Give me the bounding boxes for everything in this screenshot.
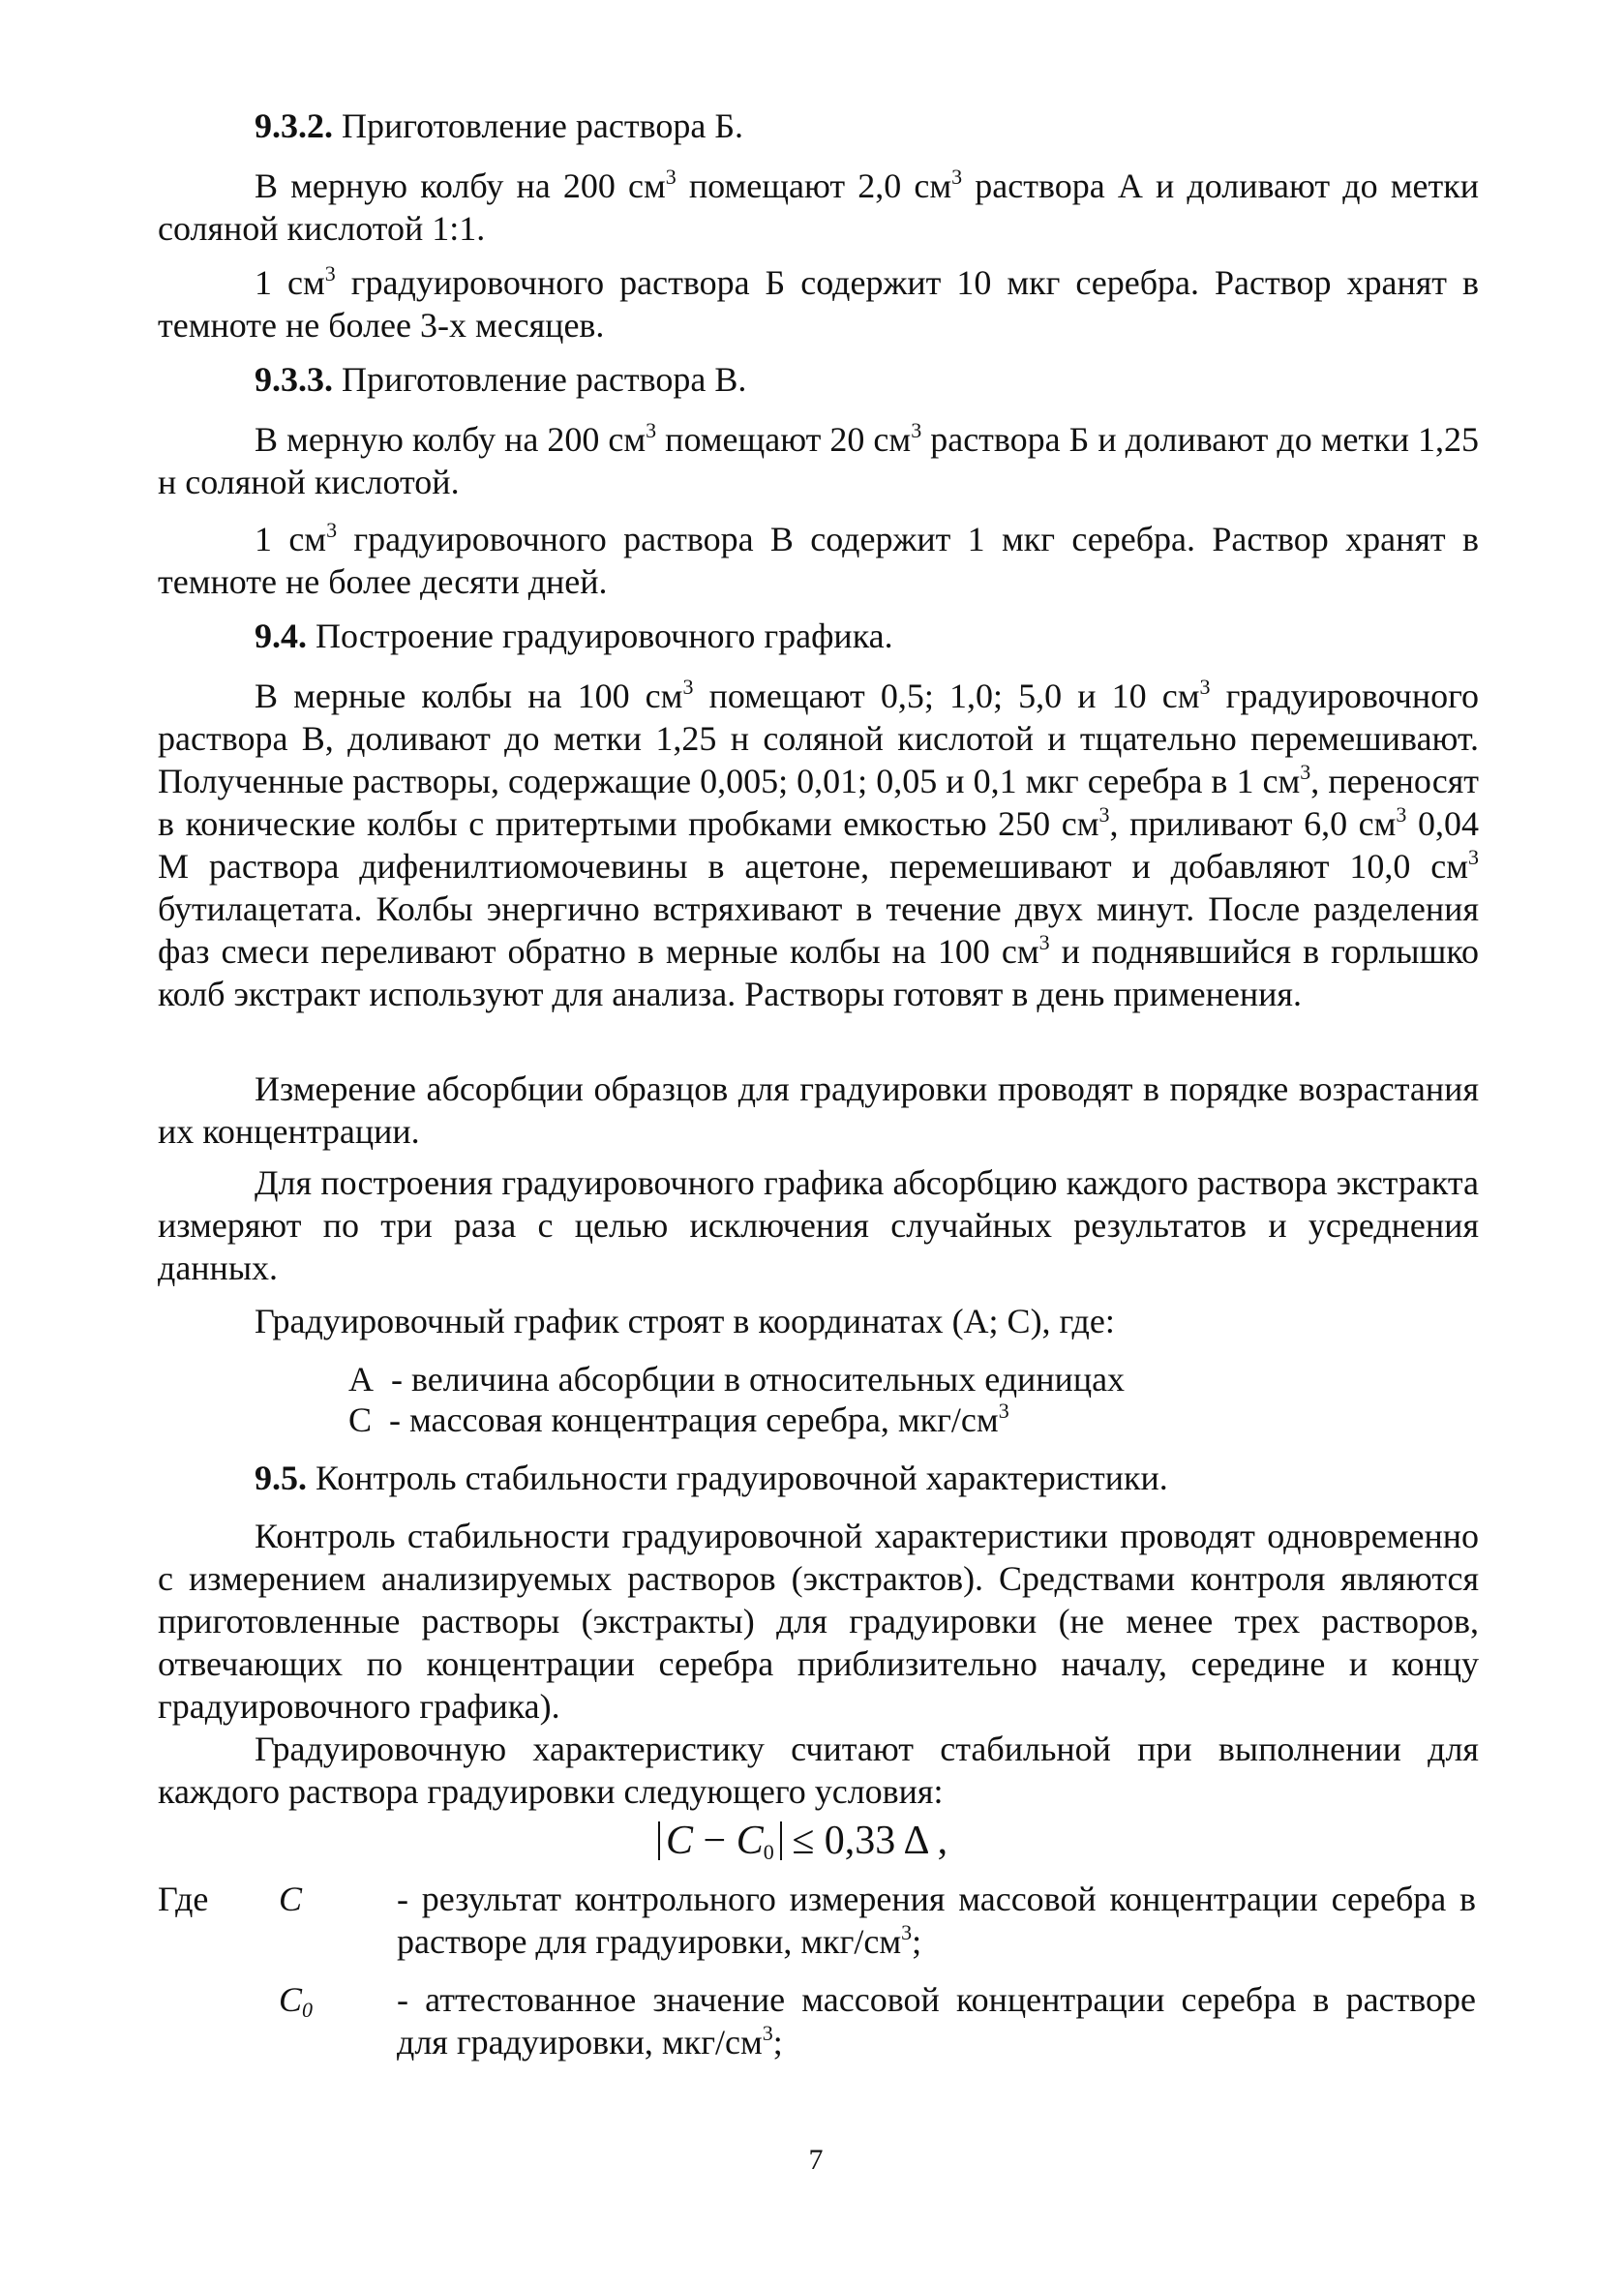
paragraph: Для построения градуировочного графика абсорбцию каждого раствора экстракта измеряют по три раза с целью исключения случайных результатов и усреднения данных. xyxy=(158,1163,1479,1287)
absolute-value: $C - C_0$ xyxy=(658,1821,782,1860)
paragraph: Градуировочную характеристику считают стабильной при выполнении для каждого раствора градуировки следующего условия: xyxy=(158,1730,1479,1811)
section-9-3-2-heading xyxy=(158,105,1479,147)
section-title: Построение градуировочного графика. xyxy=(316,617,893,655)
page-number: 7 xyxy=(808,2144,824,2176)
stability-formula: $C - C_0 \le 0,33$ Δ , xyxy=(658,1817,947,1865)
where-label: Где xyxy=(158,1880,209,1918)
section-9-4-heading xyxy=(158,615,1479,657)
where-text-c0: - аттестованное значение массовой концентрации серебра в растворе для градуировки, мкг/$см^3$; xyxy=(397,1980,1476,2061)
section-title: Приготовление раствора Б. xyxy=(342,106,743,145)
where-symbol-c0: $C_0$ xyxy=(279,1980,314,2022)
section-number: 9.5. xyxy=(255,1459,307,1497)
section-number: 9.4. xyxy=(255,617,307,655)
section-9-5-heading xyxy=(158,1457,1479,1499)
paragraph: В мерные колбы на 100 $см^3$ помещают 0,5; 1,0; 5,0 и 10 $см^3$ градуировочного раствора В, доливают до метки 1,25 н соляной кислотой и тщательно перемешивают. Полученные растворы, содержащие 0,005; 0,01; 0,05 и 0,1 мкг серебра в 1 $см^3$, переносят в конические колбы с притертыми пробками емкостью 250 $см^3$, приливают 6,0 $см^3$ 0,04 М раствора дифенилтиомочевины в ацетоне, перемешивают и добавляют 10,0 $см^3$ бутилацетата. Колбы энергично встряхивают в течение двух минут. После разделения фаз смеси переливают обратно в мерные колбы на 100 $см^3$ и поднявшийся в горлышко колб экстракт используют для анализа. Растворы готовят в день применения. xyxy=(158,675,1480,1013)
definition-a: А - величина абсорбции в относительных единицах xyxy=(348,1360,1126,1399)
paragraph: 1 $см^3$ градуировочного раствора Б содержит 10 мкг серебра. Раствор хранят в темноте не более 3-х месяцев. xyxy=(158,261,1479,345)
section-9-3-3-heading xyxy=(158,358,1479,401)
paragraph: Контроль стабильности градуировочной характеристики проводят одновременно с измерением анализируемых растворов (экстрактов). Средствами контроля являются приготовленные растворы (экстракты) для градуировки (не менее трех растворов, отвечающих по концентрации серебра приблизительно началу, середине и концу градуировочного графика). xyxy=(158,1517,1479,1726)
where-symbol-c: C xyxy=(279,1880,303,1918)
section-number: 9.3.2. xyxy=(255,106,333,145)
paragraph: 1 $см^3$ градуировочного раствора В содержит 1 мкг серебра. Раствор хранят в темноте не более десяти дней. xyxy=(158,518,1479,601)
section-title: Приготовление раствора В. xyxy=(342,360,747,399)
section-number: 9.3.3. xyxy=(255,360,333,399)
section-title: Контроль стабильности градуировочной характеристики. xyxy=(316,1459,1168,1497)
paragraph: В мерную колбу на 200 $см^3$ помещают 2,0 $см^3$ раствора А и доливают до метки соляной кислотой 1:1. xyxy=(158,165,1479,248)
definition-c: С - массовая концентрация серебра, мкг/$см^3$ xyxy=(348,1399,1009,1439)
paragraph: Измерение абсорбции образцов для градуировки проводят в порядке возрастания их концентрации. xyxy=(158,1069,1479,1151)
paragraph: В мерную колбу на 200 $см^3$ помещают 20 $см^3$ раствора Б и доливают до метки 1,25 н соляной кислотой. xyxy=(158,418,1479,501)
where-text-c: - результат контрольного измерения массовой концентрации серебра в растворе для градуировки, мкг/$см^3$; xyxy=(397,1880,1476,1961)
paragraph: Градуировочный график строят в координатах (А; С), где: xyxy=(255,1302,1115,1340)
